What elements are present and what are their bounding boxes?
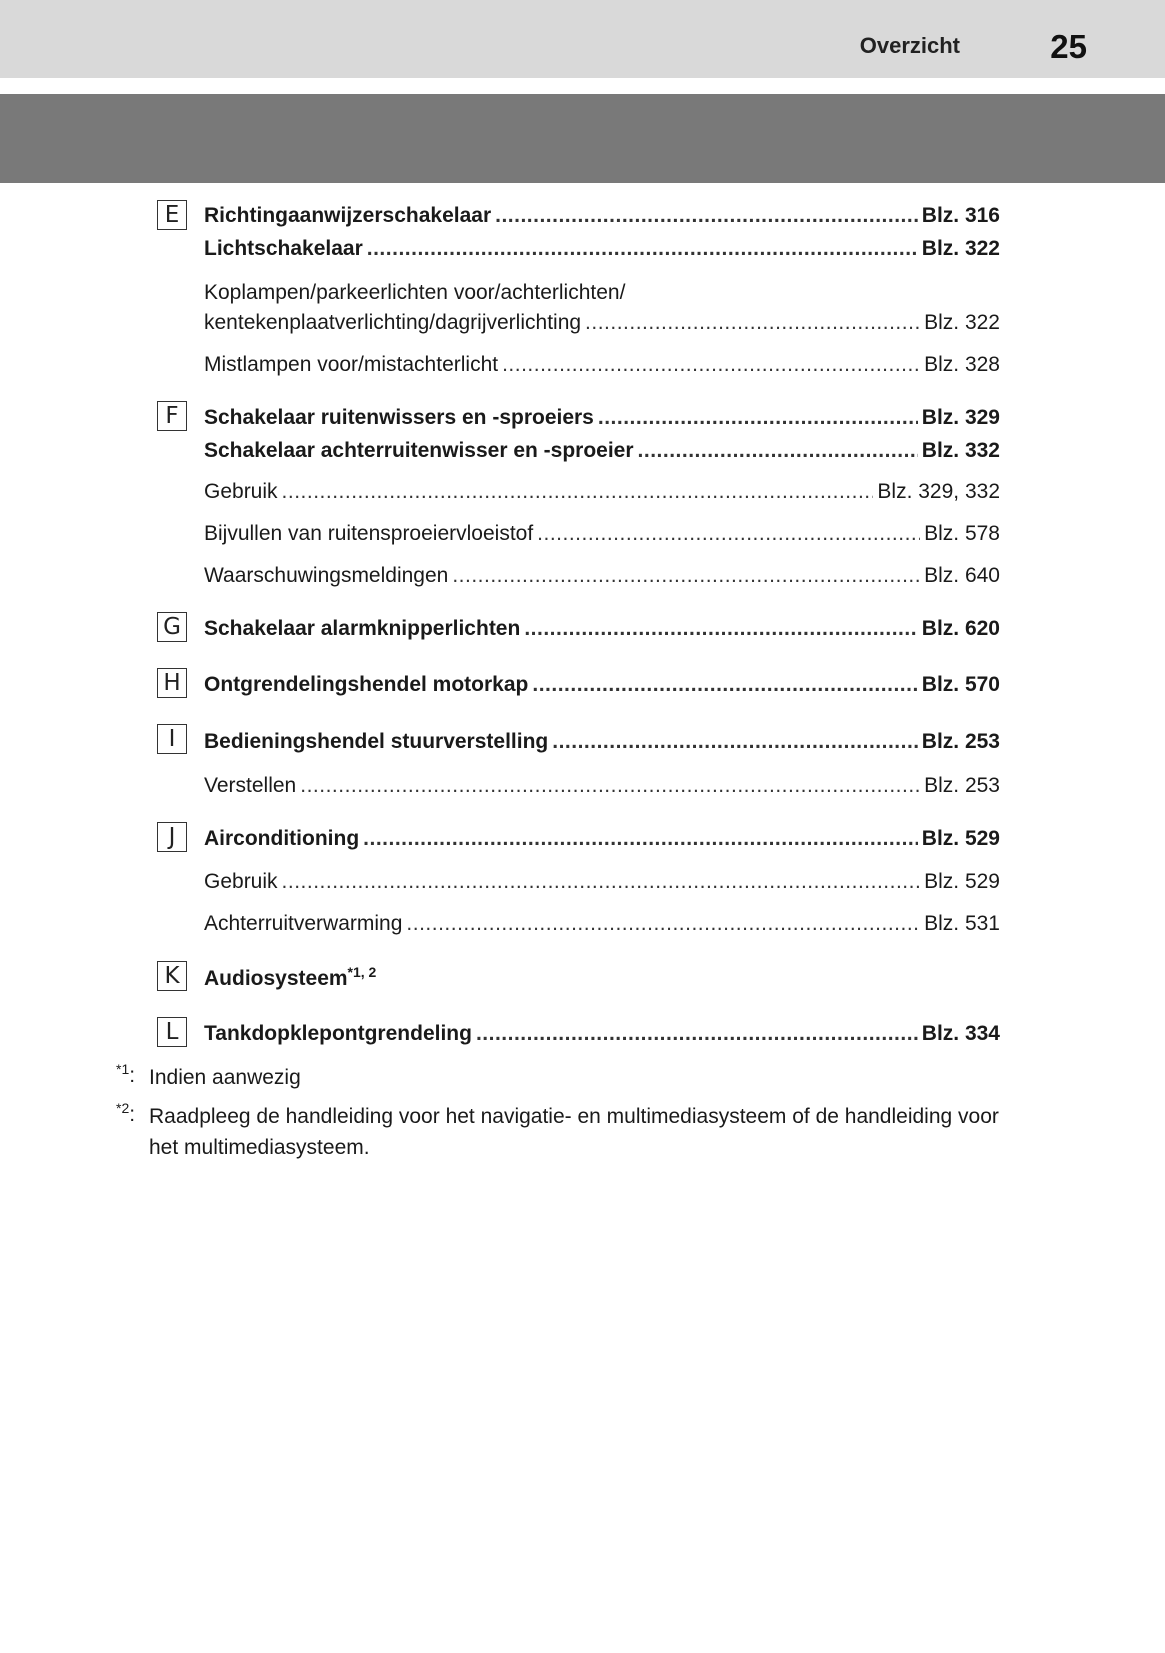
item-letter-box: L <box>157 1017 187 1047</box>
page-ref: Blz. 322 <box>924 311 1000 334</box>
sub-entry[interactable] <box>204 564 1000 594</box>
page-ref: Blz. 328 <box>924 353 1000 376</box>
page-ref: Blz. 329 <box>921 406 1000 429</box>
entry-label: Gebruik <box>204 870 278 893</box>
index-entry[interactable] <box>204 406 1000 436</box>
page-ref: Blz. 620 <box>921 617 1000 640</box>
leader-dots <box>532 673 917 697</box>
item-letter-box: H <box>157 668 187 698</box>
index-entry[interactable] <box>204 1022 1000 1052</box>
leader-dots <box>585 311 920 335</box>
index-entry[interactable] <box>204 617 1000 647</box>
page-ref: Blz. 334 <box>921 1022 1000 1045</box>
leader-dots <box>476 1022 918 1046</box>
entry-label: Mistlampen voor/mistachterlicht <box>204 353 499 376</box>
leader-dots <box>363 827 918 851</box>
entry-label: Airconditioning <box>204 827 360 850</box>
footnote-mark: $^{*2}$: <box>116 1100 136 1126</box>
leader-dots <box>495 204 918 228</box>
index-entry[interactable] <box>204 673 1000 703</box>
page-ref: Blz. 253 <box>921 730 1000 753</box>
leader-dots <box>406 912 920 936</box>
leader-dots <box>367 237 918 261</box>
entry-label: Achterruitverwarming <box>204 912 403 935</box>
page-ref: Blz. 640 <box>924 564 1000 587</box>
entry-label: Schakelaar ruitenwissers en -sproeiers <box>204 406 594 429</box>
page-ref: Blz. 570 <box>921 673 1000 696</box>
footnote-text: Raadpleeg de handleiding voor het navigatie- en multimediasysteem of de handleiding voor het multimediasysteem. <box>149 1105 999 1159</box>
entry-label: Schakelaar achterruitenwisser en -sproeier <box>204 439 634 462</box>
sub-entry[interactable] <box>204 774 1000 804</box>
entry-label: Bijvullen van ruitensproeiervloeistof <box>204 522 534 545</box>
leader-dots <box>552 730 918 754</box>
entry-label: Waarschuwingsmeldingen <box>204 564 449 587</box>
entry-label: Tankdopklepontgrendeling <box>204 1022 472 1045</box>
index-entry[interactable] <box>204 204 1000 234</box>
leader-dots <box>502 353 920 377</box>
entry-label: Bedieningshendel stuurverstelling <box>204 730 549 753</box>
page-ref: Blz. 253 <box>924 774 1000 797</box>
leader-dots <box>598 406 918 430</box>
page-ref: Blz. 316 <box>921 204 1000 227</box>
index-entry[interactable] <box>204 827 1000 857</box>
page-ref: Blz. 578 <box>924 522 1000 545</box>
sub-entry[interactable] <box>204 353 1000 383</box>
section-title: Overzicht <box>859 33 960 58</box>
footnote-ref: *1, 2 <box>347 964 377 980</box>
item-letter-box: G <box>157 612 187 642</box>
leader-dots <box>452 564 920 588</box>
sub-entry[interactable] <box>204 870 1000 900</box>
item-letter-box: E <box>157 200 187 230</box>
page-ref: Blz. 329, 332 <box>877 480 1000 503</box>
leader-dots <box>537 522 920 546</box>
footnote-text: Indien aanwezig <box>149 1066 301 1089</box>
leader-dots <box>638 439 918 463</box>
page-ref: Blz. 332 <box>921 439 1000 462</box>
page-ref: Blz. 529 <box>924 870 1000 893</box>
leader-dots <box>282 480 874 504</box>
leader-dots <box>300 774 920 798</box>
sub-entry[interactable] <box>204 522 1000 552</box>
index-entry[interactable] <box>204 237 1000 267</box>
sub-entry[interactable] <box>204 311 1000 341</box>
index-entry[interactable] <box>204 730 1000 760</box>
entry-label: Schakelaar alarmknipperlichten <box>204 617 521 640</box>
entry-label: Audiosysteem <box>204 967 348 990</box>
sub-entry-line: Koplampen/parkeerlichten voor/achterlichten/ <box>204 281 626 304</box>
entry-label: Ontgrendelingshendel motorkap <box>204 673 529 696</box>
footnote-mark: $^{*1}$: <box>116 1061 136 1087</box>
item-letter-box: J <box>157 822 187 852</box>
sub-entry[interactable] <box>204 480 1000 510</box>
item-letter-box: F <box>157 401 187 431</box>
leader-dots <box>524 617 917 641</box>
entry-label: Lichtschakelaar <box>204 237 363 260</box>
page-number: 25 <box>1050 28 1087 65</box>
sub-entry[interactable] <box>204 912 1000 942</box>
leader-dots <box>282 870 921 894</box>
entry-label: Gebruik <box>204 480 278 503</box>
item-letter-box: I <box>157 724 187 754</box>
page-ref: Blz. 531 <box>924 912 1000 935</box>
index-entry[interactable] <box>204 439 1000 469</box>
page-ref: Blz. 322 <box>921 237 1000 260</box>
entry-label: Richtingaanwijzerschakelaar <box>204 204 492 227</box>
entry-label: kentekenplaatverlichting/dagrijverlichting <box>204 311 582 334</box>
item-letter-box: K <box>157 961 187 991</box>
entry-label: Verstellen <box>204 774 297 797</box>
index-entry[interactable] <box>204 964 377 991</box>
page-ref: Blz. 529 <box>921 827 1000 850</box>
